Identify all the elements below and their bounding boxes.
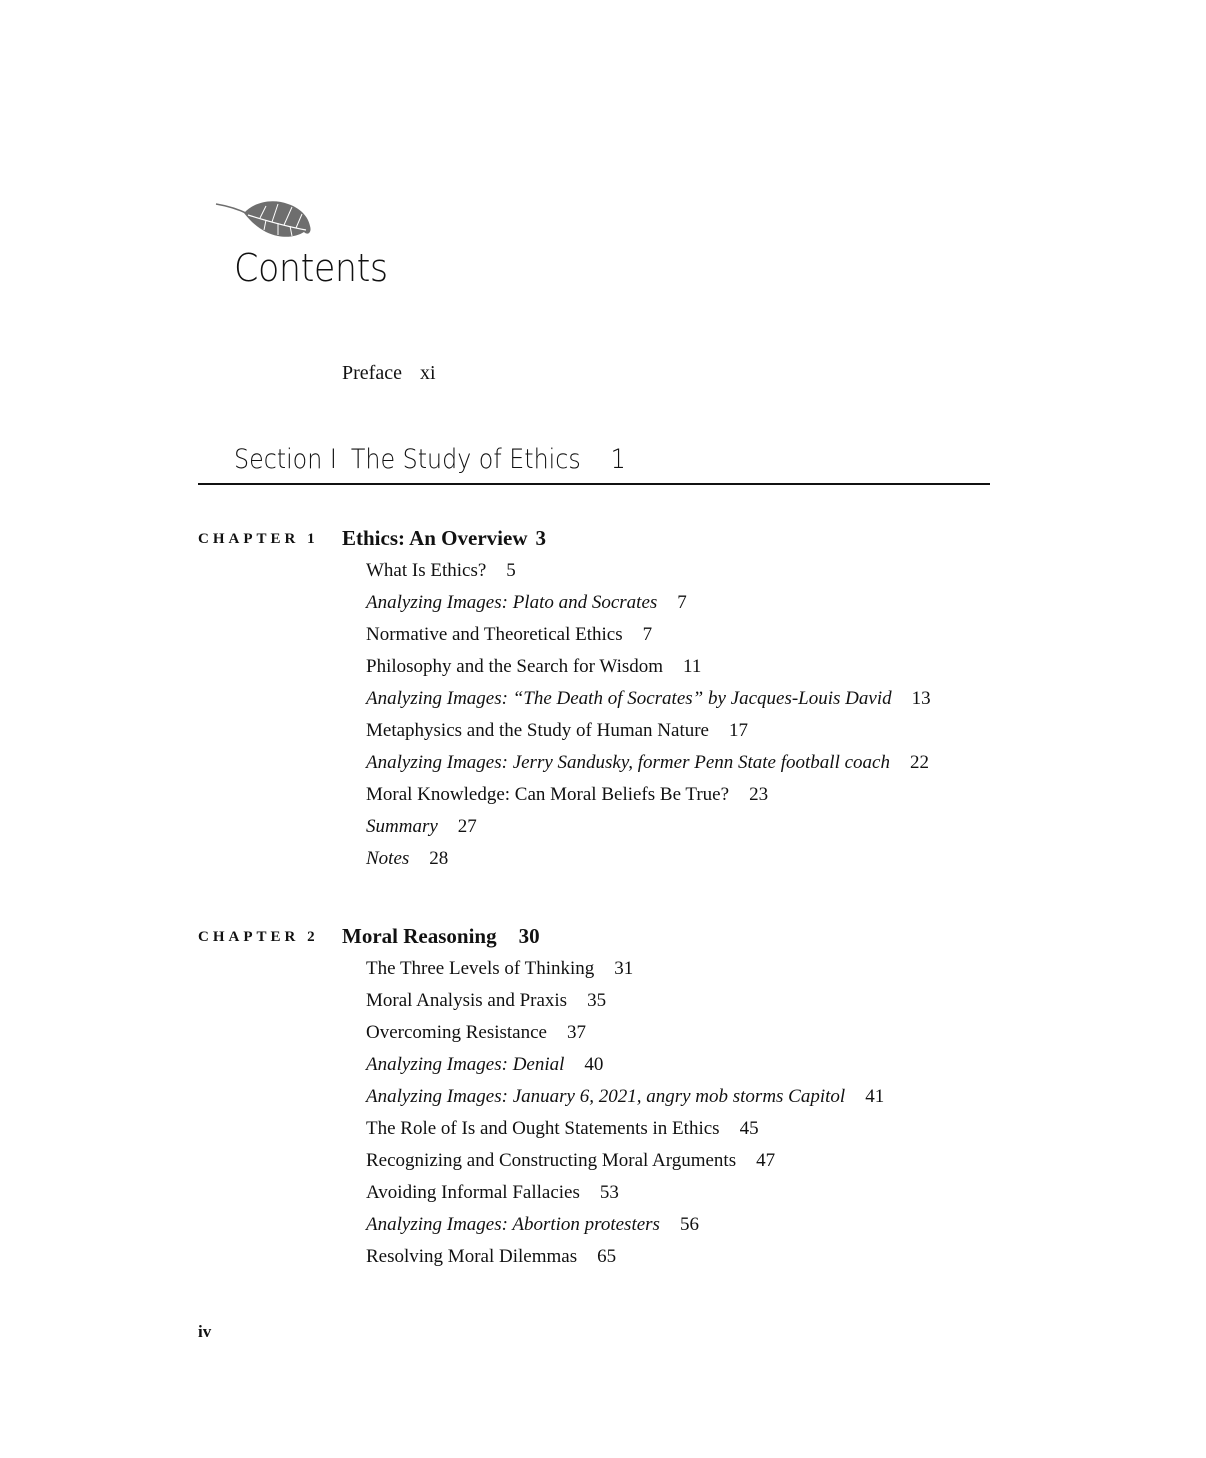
toc-entry-page: 45 xyxy=(739,1118,759,1139)
toc-entry-title: Recognizing and Constructing Moral Arguments xyxy=(366,1150,737,1171)
chapter-1-title[interactable] xyxy=(342,526,546,551)
toc-entry[interactable] xyxy=(366,683,931,715)
toc-entry-title: Analyzing Images: Jerry Sandusky, former Penn State football coach xyxy=(366,752,890,773)
toc-entry-page: 41 xyxy=(865,1086,885,1107)
chapter-1-entries xyxy=(366,555,931,875)
toc-entry-page: 40 xyxy=(584,1054,604,1075)
toc-entry[interactable] xyxy=(366,1081,884,1113)
chapter-2-title[interactable] xyxy=(342,924,540,949)
toc-entry-title: Moral Analysis and Praxis xyxy=(366,990,568,1011)
toc-entry[interactable] xyxy=(366,1017,884,1049)
toc-entry-title: Notes xyxy=(366,848,410,869)
page-title: Contents xyxy=(234,246,388,290)
leaf-icon xyxy=(214,196,314,242)
toc-entry[interactable] xyxy=(366,779,931,811)
page-number: iv xyxy=(198,1322,212,1341)
toc-entry-page: 28 xyxy=(429,848,449,869)
toc-entry-title: Avoiding Informal Fallacies xyxy=(366,1182,580,1203)
toc-entry-title: The Three Levels of Thinking xyxy=(366,958,595,979)
section-label: Section I xyxy=(234,444,337,475)
section-title: The Study of Ethics xyxy=(350,444,581,475)
chapter-1-page: 3 xyxy=(535,526,546,550)
toc-entry-title: Normative and Theoretical Ethics xyxy=(366,624,623,645)
toc-entry[interactable] xyxy=(366,747,931,779)
section-rule xyxy=(198,483,990,485)
toc-entry-page: 7 xyxy=(677,592,687,613)
toc-entry-title: Summary xyxy=(366,816,438,837)
toc-entry-page: 56 xyxy=(679,1214,699,1235)
toc-entry-page: 7 xyxy=(642,624,653,645)
toc-entry-page: 31 xyxy=(614,958,634,979)
toc-entry[interactable] xyxy=(366,1209,884,1241)
toc-entry-page: 22 xyxy=(909,752,929,773)
toc-entry-title: Analyzing Images: Plato and Socrates xyxy=(366,592,658,613)
toc-entry[interactable] xyxy=(366,619,931,651)
chapter-1-title-text: Ethics: An Overview xyxy=(342,526,528,550)
toc-entry-page: 27 xyxy=(457,816,477,837)
toc-entry-title: Analyzing Images: Denial xyxy=(366,1054,565,1075)
toc-entry-title: Analyzing Images: “The Death of Socrates” by Jacques-Louis David xyxy=(366,688,892,709)
toc-entry[interactable] xyxy=(366,1049,884,1081)
toc-entry-title: Overcoming Resistance xyxy=(366,1022,547,1043)
toc-entry[interactable] xyxy=(366,1113,884,1145)
toc-entry-title: Moral Knowledge: Can Moral Beliefs Be True? xyxy=(366,784,730,805)
toc-entry-page: 65 xyxy=(597,1246,617,1267)
toc-entry[interactable] xyxy=(366,651,931,683)
toc-entry-title: What Is Ethics? xyxy=(366,560,487,581)
preface-entry[interactable] xyxy=(342,362,436,385)
chapter-2-entries xyxy=(366,953,884,1273)
toc-entry[interactable] xyxy=(366,1145,884,1177)
chapter-2-label: CHAPTER 2 xyxy=(198,929,319,945)
toc-entry-page: 23 xyxy=(749,784,769,805)
toc-entry[interactable] xyxy=(366,1241,884,1273)
toc-entry[interactable] xyxy=(366,1177,884,1209)
toc-entry-title: Metaphysics and the Study of Human Nature xyxy=(366,720,709,741)
section-heading[interactable] xyxy=(234,444,626,475)
toc-entry[interactable] xyxy=(366,555,931,587)
toc-entry-page: 37 xyxy=(566,1022,586,1043)
preface-label: Preface xyxy=(342,362,402,384)
toc-entry-page: 13 xyxy=(911,688,931,709)
chapter-2-page: 30 xyxy=(518,924,540,948)
toc-entry-page: 11 xyxy=(683,656,702,677)
toc-entry-title: Analyzing Images: Abortion protesters xyxy=(366,1214,660,1235)
toc-entry[interactable] xyxy=(366,715,931,747)
toc-entry[interactable] xyxy=(366,843,931,875)
toc-entry[interactable] xyxy=(366,587,931,619)
toc-entry-page: 47 xyxy=(756,1150,776,1171)
chapter-1-label: CHAPTER 1 xyxy=(198,531,319,547)
toc-entry[interactable] xyxy=(366,985,884,1017)
toc-entry[interactable] xyxy=(366,953,884,985)
section-page: 1 xyxy=(610,444,626,475)
toc-entry-page: 17 xyxy=(728,720,748,741)
preface-page: xi xyxy=(419,362,436,384)
toc-entry-title: The Role of Is and Ought Statements in Ethics xyxy=(366,1118,720,1139)
chapter-2-title-text: Moral Reasoning xyxy=(342,924,497,948)
toc-entry-title: Analyzing Images: January 6, 2021, angry mob storms Capitol xyxy=(366,1086,846,1107)
toc-entry-title: Resolving Moral Dilemmas xyxy=(366,1246,578,1267)
toc-entry-page: 53 xyxy=(599,1182,619,1203)
toc-entry-title: Philosophy and the Search for Wisdom xyxy=(366,656,664,677)
toc-entry-page: 35 xyxy=(587,990,607,1011)
toc-entry[interactable] xyxy=(366,811,931,843)
toc-entry-page: 5 xyxy=(506,560,516,581)
